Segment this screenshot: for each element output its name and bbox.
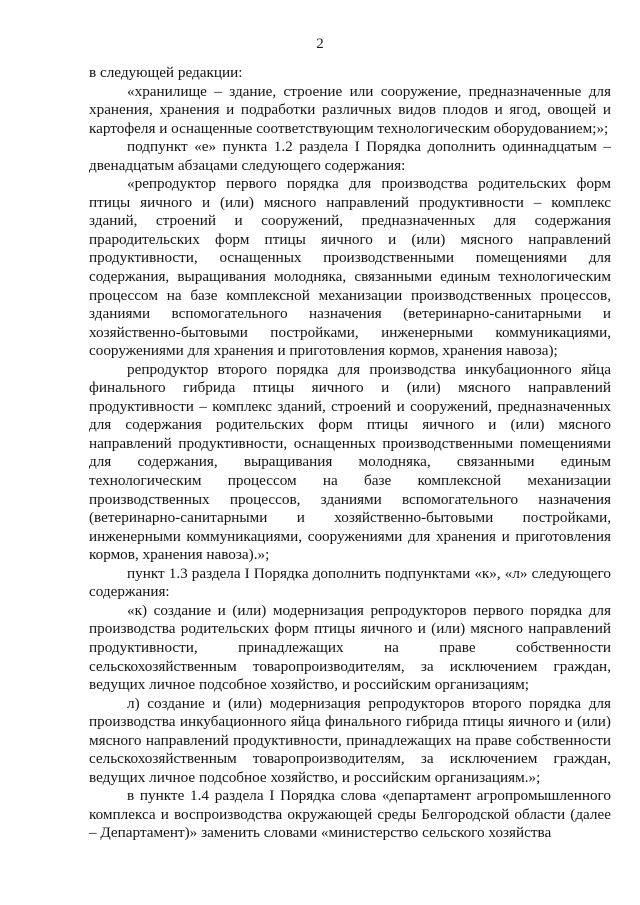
paragraph-subpoint-e: подпункт «е» пункта 1.2 раздела I Порядка дополнить одиннадцатым – двенадцатым абзацами следующего содержания: — [89, 138, 611, 174]
paragraph-storage-definition: «хранилище – здание, строение или сооружение, предназначенные для хранения, хранения и подработки различных видов плодов и ягод, овощей и картофеля и оснащенные соответствующим технологическим оборудованием;»; — [89, 82, 611, 137]
paragraph-subpoint-k: «к) создание и (или) модернизация репродукторов первого порядка для производства родительских форм птицы яичного и (или) мясного направлений продуктивности, принадлежащих на праве собственности сельскохозяйственным товаропроизводителям, за исключением граждан, ведущих личное подсобное хозяйство, и российским организациям; — [89, 601, 611, 694]
paragraph-point-1-4: в пункте 1.4 раздела I Порядка слова «департамент агропромышленного комплекса и воспроизводства окружающей среды Белгородской области (далее – Департамент)» заменить словами «министерство сельского хозяйства — [89, 787, 611, 842]
paragraph-subpoint-l: л) создание и (или) модернизация репродукторов второго порядка для производства инкубационного яйца финального гибрида птицы яичного и (или) мясного направлений продуктивности, принадлежащих на праве собственности сельскохозяйственным товаропроизводителям, за исключением граждан, ведущих личное подсобное хозяйство, и российским организациям.»; — [89, 694, 611, 786]
paragraph-point-1-3: пункт 1.3 раздела I Порядка дополнить подпунктами «к», «л» следующего содержания: — [89, 564, 611, 601]
paragraph-intro: в следующей редакции: — [89, 64, 243, 81]
document-body — [89, 64, 611, 843]
page-number: 2 — [316, 36, 324, 52]
paragraph-first-order-reproducer: «репродуктор первого порядка для производства родительских форм птицы яичного и (или) мясного направлений продуктивности – комплекс зданий, строений и сооружений, предназначенных для содержания прародительских форм птицы яичного и (или) мясного направлений продуктивности, оснащенных производственными помещениями для содержания, выращивания молодняка, связанными единым технологическим процессом на базе комплексной механизации производственных процессов, зданиями вспомогательного назначения (ветеринарно-санитарными и хозяйственно-бытовыми постройками, инженерными коммуникациями, сооружениями для хранения и приготовления кормов, хранения навоза); — [89, 175, 611, 360]
paragraph-second-order-reproducer: репродуктор второго порядка для производства инкубационного яйца финального гибрида птицы яичного и (или) мясного направлений продуктивности – комплекс зданий, строений и сооружений, предназначенных для содержания родительских форм птицы яичного и (или) мясного направлений продуктивности, оснащенных производственными помещениями для содержания, выращивания молодняка, связанными единым технологическим процессом на базе комплексной механизации производственных процессов, зданиями вспомогательного назначения (ветеринарно-санитарными и хозяйственно-бытовыми постройками, инженерными коммуникациями, сооружениями для хранения и приготовления кормов, хранения навоза).»; — [89, 360, 611, 564]
